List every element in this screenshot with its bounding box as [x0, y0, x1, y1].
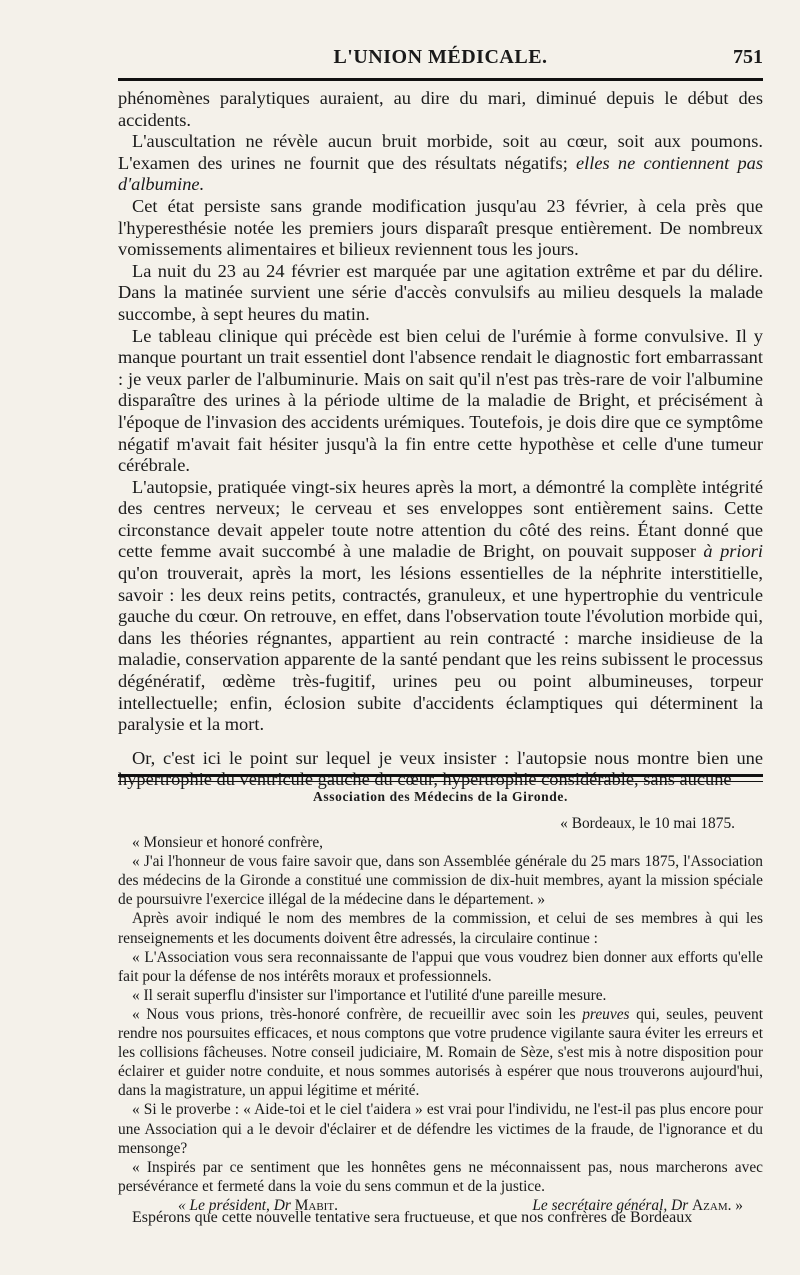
paragraph: L'autopsie, pratiquée vingt-six heures après la mort, a démontré la complète intégrité des centres nerveux; le cerveau et ses enveloppes sont entièrement sains. Cette circonstance devait appeler toute notre attention du côté des reins. Étant donné que cette femme avait succombé à une maladie de Bright, on pouvait supposer à priori qu'on trouverait, après la mort, les lésions essentielles de la néphrite interstitielle, savoir : les deux reins petits, contractés, granuleux, et une hypertrophie du ventricule gauche du cœur. On retrouve, en effet, dans l'observation toute l'évolution morbide qui, dans les théories régnantes, appartient au rein contracté : marche insidieuse de la maladie, conservation apparente de la santé pendant que les reins subissent le processus dégénératif, œdème très-fugitif, urines peu ou point albumineuses, torpeur intellectuelle; enfin, éclosion subite d'accidents éclamptiques qui déterminent la paralysie et la mort. [118, 476, 764, 735]
emphasis: à priori [703, 541, 764, 562]
paragraph: Cet état persiste sans grande modification jusqu'au 23 février, à cela près que l'hyperesthésie notée les premiers jours disparaît presque entièrement. De nombreux vomissements alimentaires et bilieux reviennent tous les jours. [118, 195, 763, 260]
paragraph: phénomènes paralytiques auraient, au dire du mari, diminué depuis le début des accidents. [118, 88, 763, 130]
section-title: Association des Médecins de la Gironde. [313, 789, 568, 804]
running-title: L'UNION MÉDICALE. [333, 46, 548, 68]
letter-paragraph: « L'Association vous sera reconnaissante de l'appui que vous voudrez bien donner aux efforts qu'elle fait pour la défense de nos intérêts moraux et professionnels. [118, 948, 763, 985]
paragraph: La nuit du 23 au 24 février est marquée par une agitation extrême et par du délire. Dans la matinée survient une série d'accès convulsifs au milieu desquels la malade succombe, à sept heures du matin. [118, 260, 763, 324]
emphasis: preuves [582, 1005, 630, 1023]
paragraph: Or, c'est ici le point sur lequel je veux insister : l'autopsie nous montre bien une hypertrophie du ventricule gauche du cœur, hypertrophie considérable, sans aucune [118, 747, 763, 790]
letter-paragraph: « Inspirés par ce sentiment que les honnêtes gens ne méconnaissent pas, nous marcherons avec persévérance et fermeté dans la voie du sens commun et de la justice. [118, 1158, 763, 1195]
paragraph: Le tableau clinique qui précède est bien celui de l'urémie à forme convulsive. Il y manque pourtant un trait essentiel dont l'absence rendait le diagnostic fort embarrassant : je veux parler de l'albuminurie. Mais on sait qu'il n'est pas très-rare de voir l'albumine disparaître des urines à la période ultime de la maladie de Bright, et précisément à l'époque de l'invasion des accidents urémiques. Toutefois, je dois dire que ce symptôme négatif m'avait fait hésiter jusqu'à la fin entre cette hypothèse et celle d'une tumeur cérébrale. [118, 325, 763, 476]
letter-paragraph: « Il serait superflu d'insister sur l'importance et l'utilité d'une pareille mesure. [132, 986, 607, 1004]
letter-paragraph: « J'ai l'honneur de vous faire savoir que, dans son Assemblée générale du 25 mars 1875, l'Association des médecins de la Gironde a constitué une commission de dix-huit membres, ayant la mission spéciale de poursuivre l'exercice illégal de la médecine dans le département. » [118, 853, 763, 909]
emphasis: elles ne contiennent pas d'albumine. [118, 152, 763, 195]
section-rule [118, 774, 763, 782]
paragraph: L'auscultation ne révèle aucun bruit morbide, soit au cœur, soit aux poumons. L'examen des urines ne fournit que des résultats négatifs; elles ne contiennent pas d'albumine. [118, 131, 763, 195]
circular-letter [118, 814, 763, 1215]
closing-paragraph: Espérons que cette nouvelle tentative sera fructueuse, et que nos confrères de Bordeaux [132, 1209, 693, 1226]
signature-president: « Le président, Dr Mabit. [178, 1196, 338, 1214]
header-rule [118, 78, 763, 81]
letter-paragraph: Après avoir indiqué le nom des membres de la commission, et celui de ses membres à qui les renseignements et les documents doivent être adressés, la circulaire continue : [118, 910, 763, 947]
article-body [118, 88, 763, 791]
letter-paragraph: « Nous vous prions, très-honoré confrère, de recueillir avec soin les preuves qui, seules, peuvent rendre nos poursuites efficaces, et nous comptons que votre prudence vigilante saura éviter les erreurs et les collisions fâcheuses. Notre conseil judiciaire, M. Romain de Sèze, s'est mis à notre disposition pour éclairer et guider notre conduite, et nous sommes autorisés à espérer que nous trouverons aujourd'hui, dans la magistrature, un appui légitime et mérité. [118, 1005, 763, 1100]
page-number: 751 [733, 46, 763, 68]
letter-paragraph: « Si le proverbe : « Aide-toi et le ciel t'aidera » est vrai pour l'individu, ne l'est-il pas plus encore pour une Association qui a le devoir d'éclairer et de défendre les victimes de la fraude, de l'ignorance et du mensonge? [118, 1101, 763, 1157]
signature-secretary: Le secrétaire général, Dr Azam. » [532, 1196, 743, 1214]
letter-salutation: « Monsieur et honoré confrère, [132, 834, 324, 852]
page-header [118, 44, 763, 78]
letter-date: « Bordeaux, le 10 mai 1875. [560, 815, 735, 832]
